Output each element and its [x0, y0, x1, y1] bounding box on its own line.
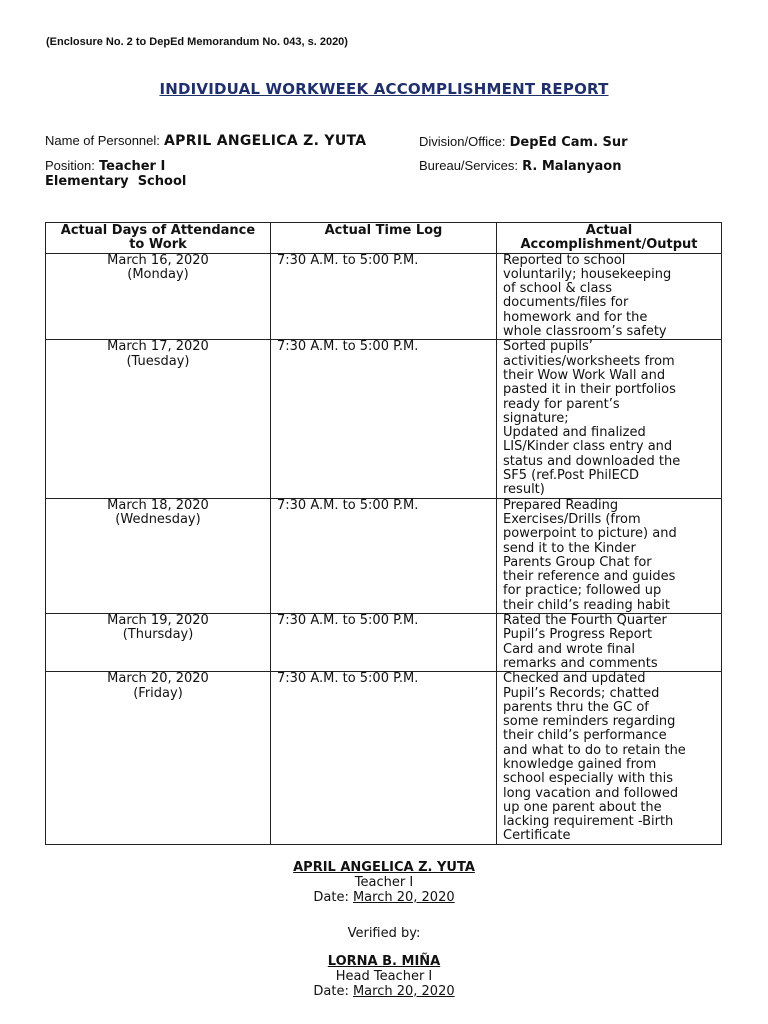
table-row [46, 498, 722, 613]
accomplishment-line: Pupil’s Records; chatted [503, 685, 660, 701]
accomplishment-line: their Wow Work Wall and [503, 367, 666, 383]
accomplishment-line: activities/worksheets from [503, 353, 675, 369]
attendance-day-cell [46, 340, 271, 498]
header-days: Actual Days of Attendance to Work [46, 223, 271, 254]
accomplishment-line: for practice; followed up [503, 583, 662, 599]
accomplishment-line: ready for parent’s [503, 396, 620, 412]
accomplishment-cell [497, 340, 722, 498]
name-label: Name of Personnel: [45, 133, 160, 148]
attendance-weekday: (Monday) [127, 266, 189, 282]
time-log-cell: 7:30 A.M. to 5:00 P.M. [271, 614, 497, 672]
bureau-value: R. Malanyaon [522, 159, 622, 174]
time-log-cell: 7:30 A.M. to 5:00 P.M. [271, 498, 497, 613]
accomplishment-line: signature; [503, 410, 569, 426]
accomplishment-line: some reminders regarding [503, 714, 676, 730]
verifier-block [0, 954, 768, 999]
personnel-name-field [45, 133, 366, 149]
attendance-day-cell [46, 498, 271, 613]
time-log-cell: 7:30 A.M. to 5:00 P.M. [271, 672, 497, 845]
position-label: Position: [45, 158, 95, 173]
accomplishment-line: result) [503, 482, 545, 498]
verifier-name: LORNA B. MIÑA [327, 954, 441, 969]
accomplishment-cell [497, 614, 722, 672]
signatory-block [0, 860, 768, 905]
accomplishment-line: Pupil’s Progress Report [503, 627, 653, 643]
accomplishment-line: Checked and updated [503, 671, 646, 687]
position-field [45, 158, 165, 174]
attendance-date: March 20, 2020 [107, 671, 209, 687]
enclosure-note: (Enclosure No. 2 to DepEd Memorandum No. 043, s. 2020) [46, 36, 348, 48]
attendance-weekday: (Thursday) [122, 627, 194, 643]
accomplishment-line: remarks and comments [503, 655, 658, 671]
school-field [45, 174, 186, 189]
accomplishment-line: Updated and finalized [503, 425, 646, 441]
table-header-row [46, 223, 722, 254]
school-value: Elementary School [45, 174, 187, 189]
signatory-name: APRIL ANGELICA Z. YUTA [293, 860, 475, 875]
accomplishment-line: long vacation and followed [503, 785, 679, 801]
accomplishment-line: Certificate [503, 828, 571, 844]
bureau-field [419, 158, 621, 174]
accomplishment-line: school especially with this [503, 771, 674, 787]
attendance-date: March 17, 2020 [107, 339, 209, 355]
attendance-date: March 18, 2020 [107, 497, 209, 513]
header-accomplishment: Actual Accomplishment/Output [497, 223, 722, 254]
division-label: Division/Office: [419, 134, 506, 149]
accomplishment-line: their child’s performance [503, 728, 667, 744]
accomplishment-line: their child’s reading habit [503, 597, 671, 613]
accomplishment-cell [497, 498, 722, 613]
division-value: DepEd Cam. Sur [509, 135, 628, 150]
accomplishment-line: send it to the Kinder [503, 540, 636, 556]
attendance-date: March 16, 2020 [107, 252, 209, 268]
signatory-position: Teacher I [354, 875, 414, 890]
verifier-date: March 20, 2020 [352, 984, 455, 999]
time-log-cell: 7:30 A.M. to 5:00 P.M. [271, 340, 497, 498]
accomplishment-line: LIS/Kinder class entry and [503, 439, 673, 455]
accomplishment-table [45, 222, 722, 845]
accomplishment-line: Sorted pupils’ [503, 339, 593, 355]
accomplishment-line: Reported to school [503, 252, 626, 268]
division-field [419, 134, 628, 150]
verifier-date-line [0, 984, 768, 999]
accomplishment-line: up one parent about the [503, 799, 662, 815]
accomplishment-cell [497, 672, 722, 845]
accomplishment-line: knowledge gained from [503, 756, 657, 772]
accomplishment-line: homework and for the [503, 309, 648, 325]
accomplishment-line: powerpoint to picture) and [503, 526, 677, 542]
signatory-date-line [0, 890, 768, 905]
accomplishment-line: and what to do to retain the [503, 742, 686, 758]
time-log-cell: 7:30 A.M. to 5:00 P.M. [271, 253, 497, 340]
accomplishment-line: SF5 (ref.Post PhilECD [503, 468, 639, 484]
table-row [46, 614, 722, 672]
verifier-date-label: Date: [313, 984, 349, 999]
attendance-day-cell [46, 672, 271, 845]
accomplishment-line: Prepared Reading [503, 497, 619, 513]
position-value: Teacher I [99, 159, 166, 174]
bureau-label: Bureau/Services: [419, 158, 518, 173]
verifier-position: Head Teacher I [335, 969, 433, 984]
signatory-date: March 20, 2020 [352, 890, 455, 905]
accomplishment-line: Parents Group Chat for [503, 554, 652, 570]
accomplishment-line: whole classroom’s safety [503, 324, 667, 340]
attendance-weekday: (Friday) [133, 685, 183, 701]
signatory-date-label: Date: [313, 890, 349, 905]
table-body [46, 253, 722, 844]
accomplishment-line: parents thru the GC of [503, 699, 649, 715]
accomplishment-line: status and downloaded the [503, 453, 681, 469]
accomplishment-line: their reference and guides [503, 569, 676, 585]
table-row [46, 672, 722, 845]
table-row [46, 340, 722, 498]
header-time-log: Actual Time Log [271, 223, 497, 254]
accomplishment-line: lacking requirement -Birth [503, 814, 674, 830]
accomplishment-line: Rated the Fourth Quarter [503, 613, 667, 629]
attendance-date: March 19, 2020 [107, 613, 209, 629]
accomplishment-cell [497, 253, 722, 340]
attendance-day-cell [46, 614, 271, 672]
table-row [46, 253, 722, 340]
personnel-name: APRIL ANGELICA Z. YUTA [164, 133, 367, 149]
accomplishment-line: voluntarily; housekeeping [503, 266, 672, 282]
accomplishment-line: documents/files for [503, 295, 629, 311]
attendance-day-cell [46, 253, 271, 340]
accomplishment-line: Exercises/Drills (from [503, 511, 641, 527]
accomplishment-line: pasted it in their portfolios [503, 382, 676, 398]
page-title: INDIVIDUAL WORKWEEK ACCOMPLISHMENT REPORT [159, 80, 609, 98]
attendance-weekday: (Wednesday) [115, 511, 201, 527]
accomplishment-line: Card and wrote final [503, 641, 636, 657]
accomplishment-line: of school & class [503, 281, 613, 297]
attendance-weekday: (Tuesday) [126, 353, 190, 369]
verified-by-label: Verified by: [347, 926, 421, 941]
